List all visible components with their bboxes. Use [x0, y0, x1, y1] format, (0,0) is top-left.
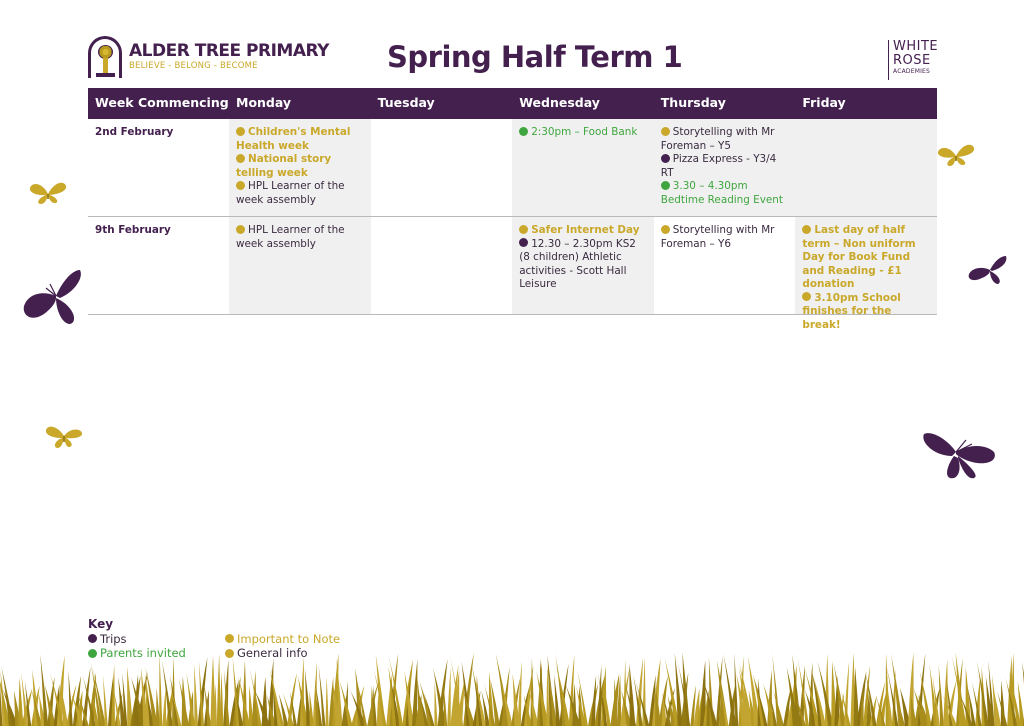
day-cell-thursday [654, 217, 796, 314]
partner-logo-line2: ROSE [893, 53, 931, 68]
event-entry [661, 126, 789, 153]
event-entry [236, 180, 364, 207]
table-body [88, 119, 937, 331]
key-item-important [225, 632, 365, 647]
day-cell-tuesday [371, 217, 513, 314]
category-dot-icon [88, 634, 97, 643]
table-row [88, 217, 937, 331]
key-label: General info [237, 646, 308, 660]
event-entry [236, 153, 364, 180]
event-text: National story telling week [236, 153, 332, 179]
partner-logo [888, 40, 940, 80]
event-entry [661, 153, 789, 180]
category-dot-icon [661, 181, 670, 190]
week-commencing-cell: 2nd February [95, 126, 174, 138]
event-entry [661, 224, 789, 251]
butterfly-icon [44, 424, 84, 450]
column-header: Tuesday [377, 95, 435, 110]
category-dot-icon [225, 634, 234, 643]
event-text: Storytelling with Mr Foreman – Y5 [660, 126, 775, 152]
term-calendar-table [88, 88, 937, 331]
column-header: Monday [236, 95, 292, 110]
key-label: Trips [100, 631, 127, 646]
butterfly-icon [966, 254, 1008, 286]
table-header [88, 88, 937, 119]
grass-border [0, 650, 1024, 726]
school-logo [88, 36, 329, 78]
day-cell-friday [795, 119, 937, 216]
key-item-trips [88, 632, 225, 647]
category-dot-icon [661, 127, 670, 136]
category-dot-icon [519, 127, 528, 136]
butterfly-icon [936, 142, 976, 168]
key-title: Key [88, 617, 114, 631]
event-text: Last day of half term – Non uniform Day for Book Fund and Reading - £1 donation [802, 224, 916, 290]
column-header: Thursday [660, 95, 726, 110]
day-cell-tuesday [371, 119, 513, 216]
butterfly-icon [922, 430, 998, 482]
butterfly-icon [28, 180, 68, 206]
event-text: Storytelling with Mr Foreman – Y6 [660, 224, 775, 250]
table-row [88, 119, 937, 217]
page-title: Spring Half Term 1 [387, 40, 683, 74]
category-dot-icon [802, 225, 811, 234]
column-header: Friday [802, 95, 846, 110]
category-dot-icon [802, 292, 811, 301]
event-text: 2:30pm – Food Bank [531, 126, 638, 138]
event-entry [802, 224, 930, 292]
day-cell-wednesday [512, 217, 654, 314]
category-dot-icon [661, 225, 670, 234]
school-motto: BELIEVE - BELONG - BECOME [129, 61, 258, 71]
category-dot-icon [236, 181, 245, 190]
day-cell-wednesday [512, 119, 654, 216]
day-cell-thursday [654, 119, 796, 216]
day-cell-friday [795, 217, 937, 331]
event-entry [802, 292, 930, 333]
event-entry [519, 126, 647, 140]
event-entry [661, 180, 789, 207]
category-dot-icon [661, 154, 670, 163]
tree-arch-icon [88, 36, 122, 78]
day-cell-monday [229, 217, 371, 314]
event-entry [236, 224, 364, 251]
partner-logo-line3: ACADEMIES [893, 68, 931, 75]
category-dot-icon [519, 238, 528, 247]
week-commencing-cell: 9th February [95, 224, 171, 236]
column-header: Week Commencing [95, 95, 229, 110]
event-text: Safer Internet Day [531, 224, 640, 236]
event-text: HPL Learner of the week assembly [236, 224, 345, 250]
key-label: Parents invited [100, 646, 186, 660]
category-dot-icon [236, 154, 245, 163]
column-header: Wednesday [519, 95, 600, 110]
day-cell-monday [229, 119, 371, 216]
key-label: Important to Note [237, 631, 341, 646]
category-dot-icon [236, 225, 245, 234]
school-name: ALDER TREE PRIMARY [129, 41, 329, 61]
category-dot-icon [236, 127, 245, 136]
event-text: HPL Learner of the week assembly [236, 180, 345, 206]
category-dot-icon [519, 225, 528, 234]
event-entry [236, 126, 364, 153]
butterfly-icon [22, 268, 84, 328]
event-text: 3.10pm School finishes for the break! [802, 291, 901, 331]
event-text: Children's Mental Health week [236, 126, 351, 152]
event-entry [519, 238, 647, 292]
event-text: 3.30 – 4.30pm Bedtime Reading Event [660, 180, 783, 206]
partner-logo-line1: WHITE [893, 39, 939, 54]
event-text: Pizza Express - Y3/4 RT [660, 153, 777, 179]
event-entry [519, 224, 647, 238]
event-text: 12.30 – 2.30pm KS2 (8 children) Athletic activities - Scott Hall Leisure [519, 237, 636, 290]
